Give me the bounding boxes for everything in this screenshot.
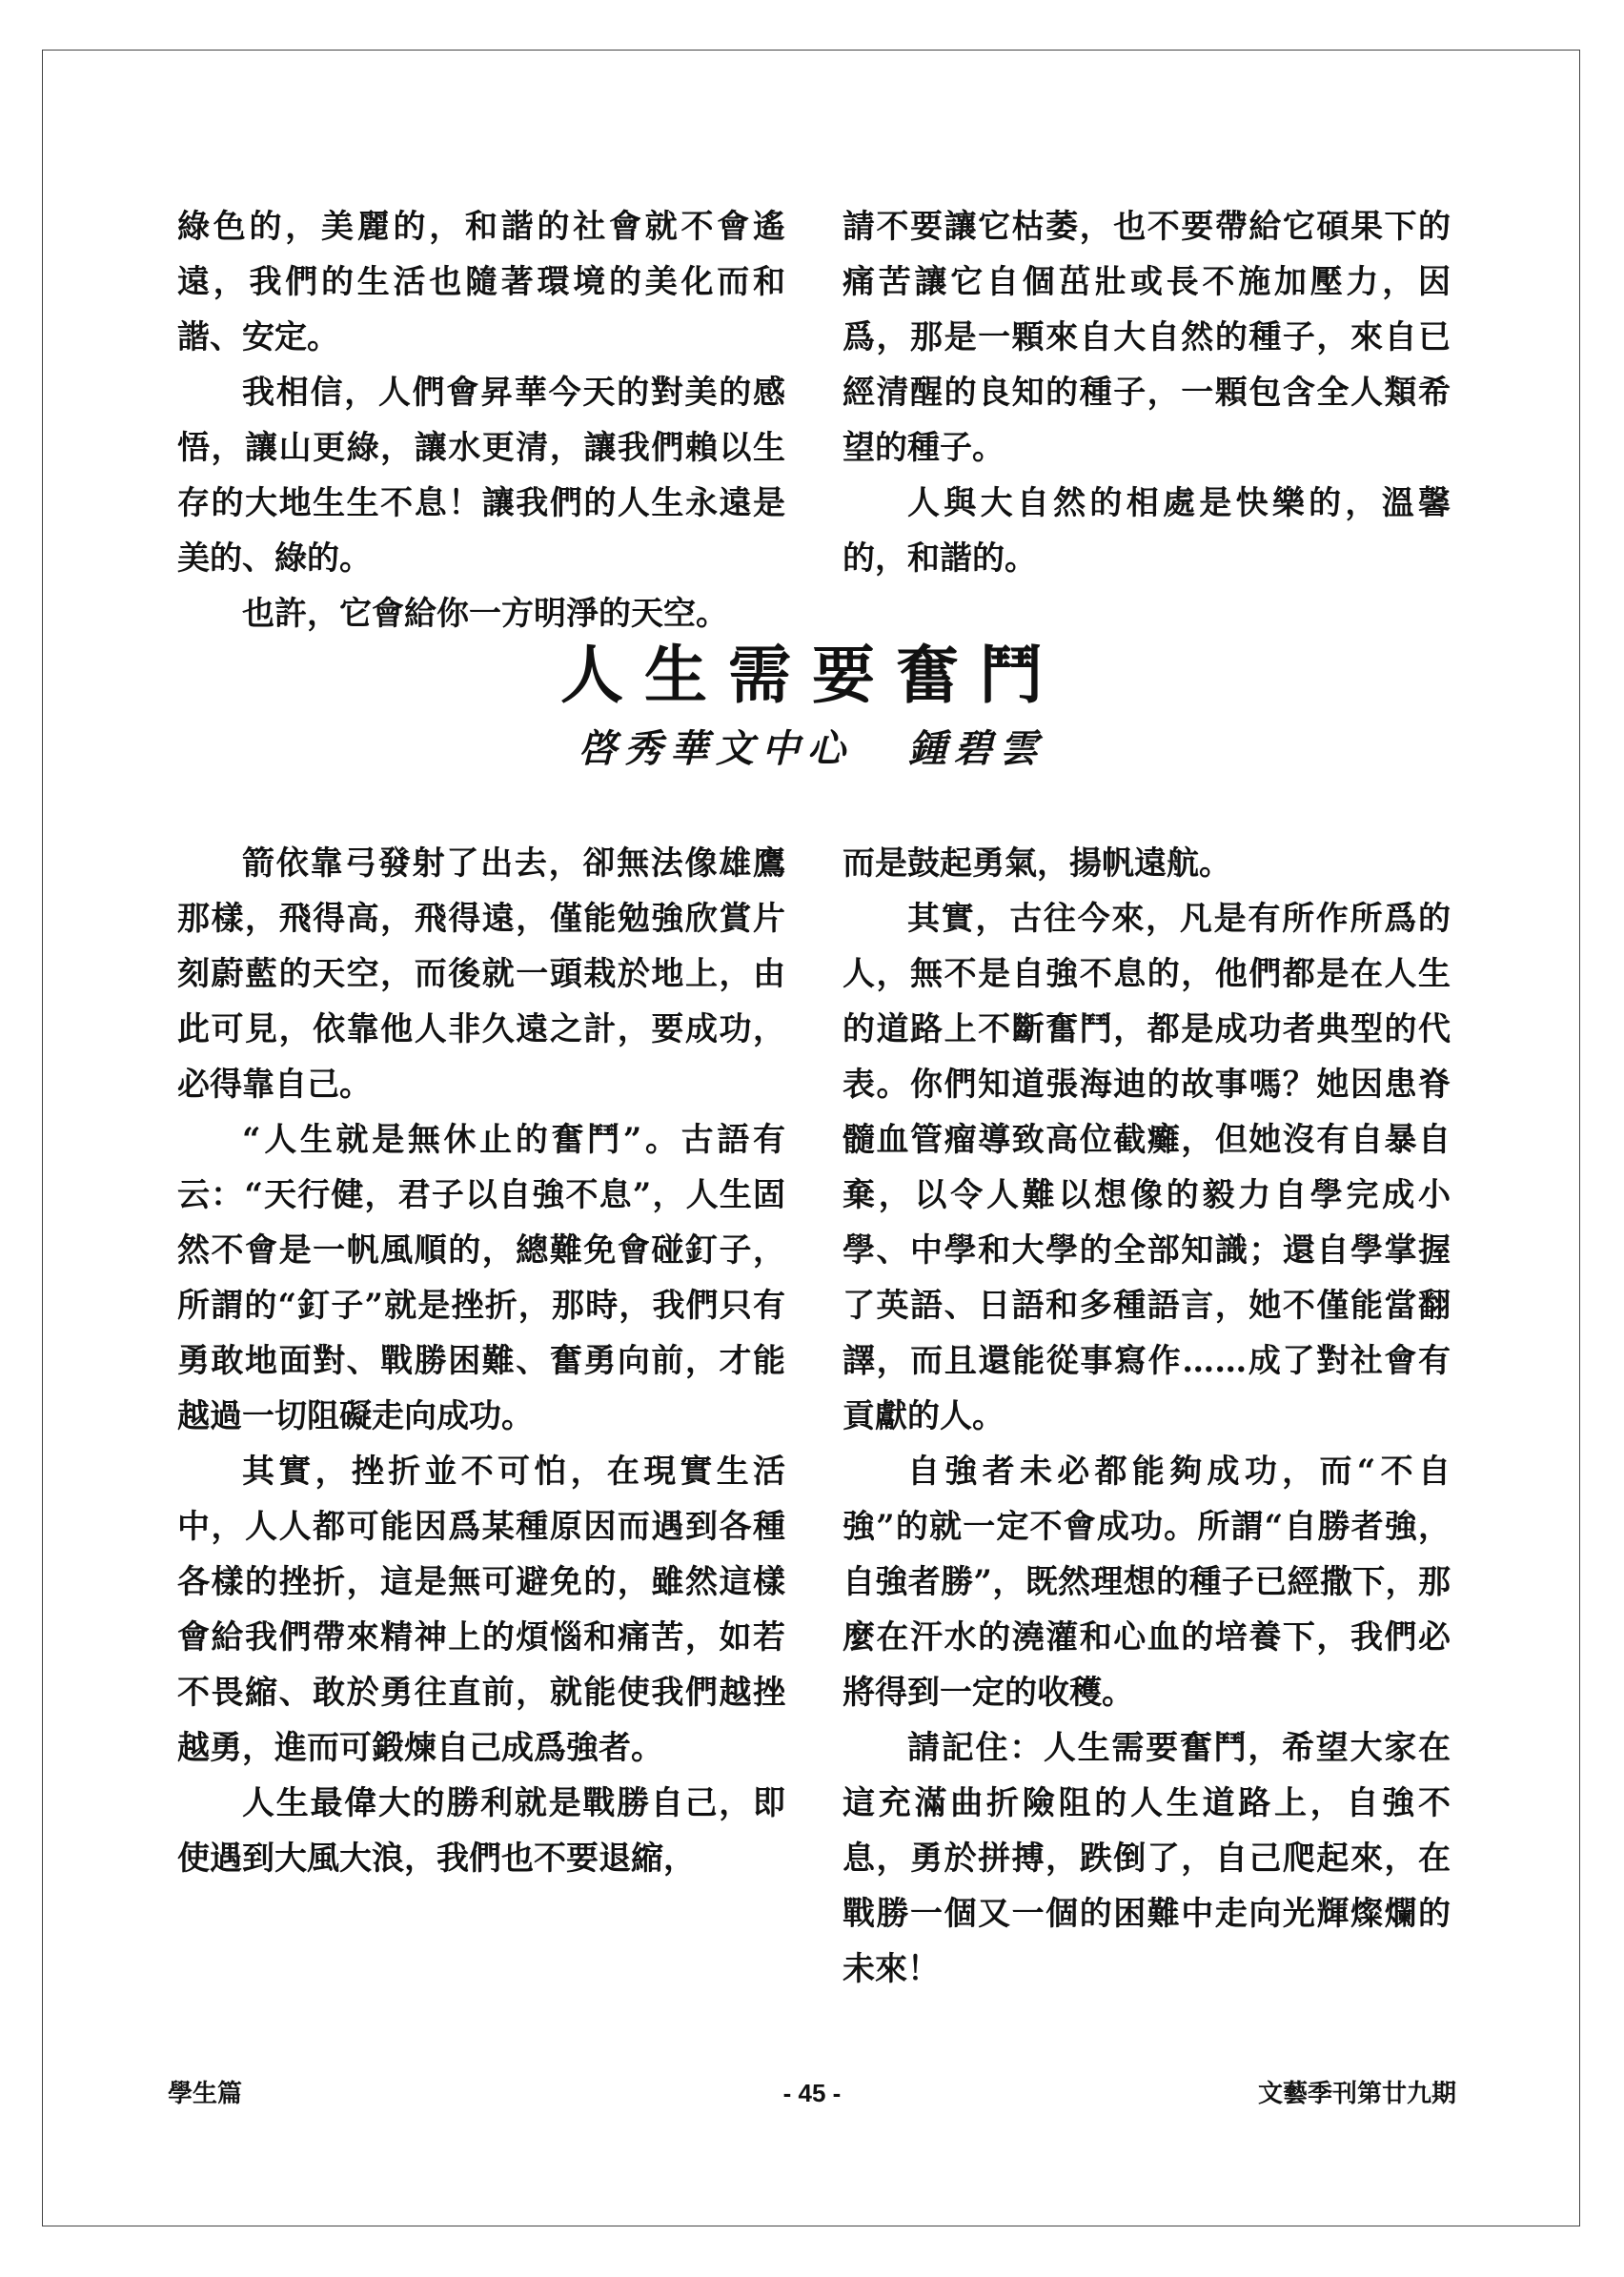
article-title: 人生需要奮鬥 bbox=[560, 638, 1064, 712]
paragraph: 箭依靠弓發射了出去，卻無法像雄鷹那樣，飛得高，飛得遠，僅能勉強欣賞片刻蔚藍的天空，而後就一頭栽於地上，由此可見，依靠他人非久遠之計，要成功，必得靠自己。 bbox=[177, 844, 785, 1104]
continued-article-left-column bbox=[177, 199, 785, 641]
publication-title: 文藝季刊第廿九期 bbox=[1257, 2079, 1456, 2107]
paragraph: 自強者未必都能夠成功，而“不自強”的就一定不會成功。所謂“自勝者強，自強者勝”，既然理想的種子已經撒下，那麼在汗水的澆灌和心血的培養下，我們必將得到一定的收穫。 bbox=[842, 1453, 1451, 1712]
continued-article-right-column bbox=[842, 199, 1451, 586]
article-byline bbox=[0, 724, 1624, 774]
paragraph: 而是鼓起勇氣，揚帆遠航。 bbox=[842, 844, 1231, 883]
paragraph: 人與大自然的相處是快樂的，溫馨的，和諧的。 bbox=[842, 484, 1451, 578]
paragraph: 綠色的，美麗的，和諧的社會就不會遙遠，我們的生活也隨著環境的美化而和諧、安定。 bbox=[177, 208, 785, 356]
article-left-column bbox=[177, 836, 785, 1886]
article-right-column bbox=[842, 836, 1451, 1997]
paragraph: “人生就是無休止的奮鬥”。古語有云：“天行健，君子以自強不息”，人生固然不會是一帆風順的，總難免會碰釘子，所謂的“釘子”就是挫折，那時，我們只有勇敢地面對、戰勝困難、奮勇向前，才能越過一切阻礙走向成功。 bbox=[177, 1121, 785, 1435]
paragraph: 請記住：人生需要奮鬥，希望大家在這充滿曲折險阻的人生道路上，自強不息，勇於拼搏，跌倒了，自己爬起來，在戰勝一個又一個的困難中走向光輝燦爛的未來！ bbox=[842, 1729, 1451, 1988]
paragraph: 其實，古往今來，凡是有所作所爲的人，無不是自強不息的，他們都是在人生的道路上不斷奮鬥，都是成功者典型的代表。你們知道張海迪的故事嗎？她因患脊髓血管瘤導致高位截癱，但她沒有自暴自棄，以令人難以想像的毅力自學完成小學、中學和大學的全部知識；還自學掌握了英語、日語和多種語言，她不僅能當翻譯，而且還能從事寫作……成了對社會有貢獻的人。 bbox=[842, 900, 1451, 1435]
paragraph: 我相信，人們會昇華今天的對美的感悟，讓山更綠，讓水更清，讓我們賴以生存的大地生生不息！讓我們的人生永遠是美的、綠的。 bbox=[177, 374, 785, 578]
paragraph: 其實，挫折並不可怕，在現實生活中，人人都可能因爲某種原因而遇到各種各樣的挫折，這是無可避免的，雖然這樣會給我們帶來精神上的煩惱和痛苦，如若不畏縮、敢於勇往直前，就能使我們越挫越勇，進而可鍛煉自己成爲強者。 bbox=[177, 1453, 785, 1767]
paragraph: 人生最偉大的勝利就是戰勝自己，即使遇到大風大浪，我們也不要退縮， bbox=[177, 1784, 785, 1878]
author-organization: 啓秀華文中心 bbox=[579, 726, 853, 771]
paragraph: 請不要讓它枯萎，也不要帶給它碩果下的痛苦讓它自個茁壯或長不施加壓力，因爲，那是一顆來自大自然的種子，來自已經清醒的良知的種子，一顆包含全人類希望的種子。 bbox=[842, 208, 1451, 467]
paragraph: 也許，它會給你一方明淨的天空。 bbox=[242, 595, 728, 633]
page-number: - 45 - bbox=[782, 2079, 842, 2107]
footer-section-label: 學生篇 bbox=[168, 2079, 243, 2107]
author-name: 鍾碧雲 bbox=[908, 726, 1045, 771]
